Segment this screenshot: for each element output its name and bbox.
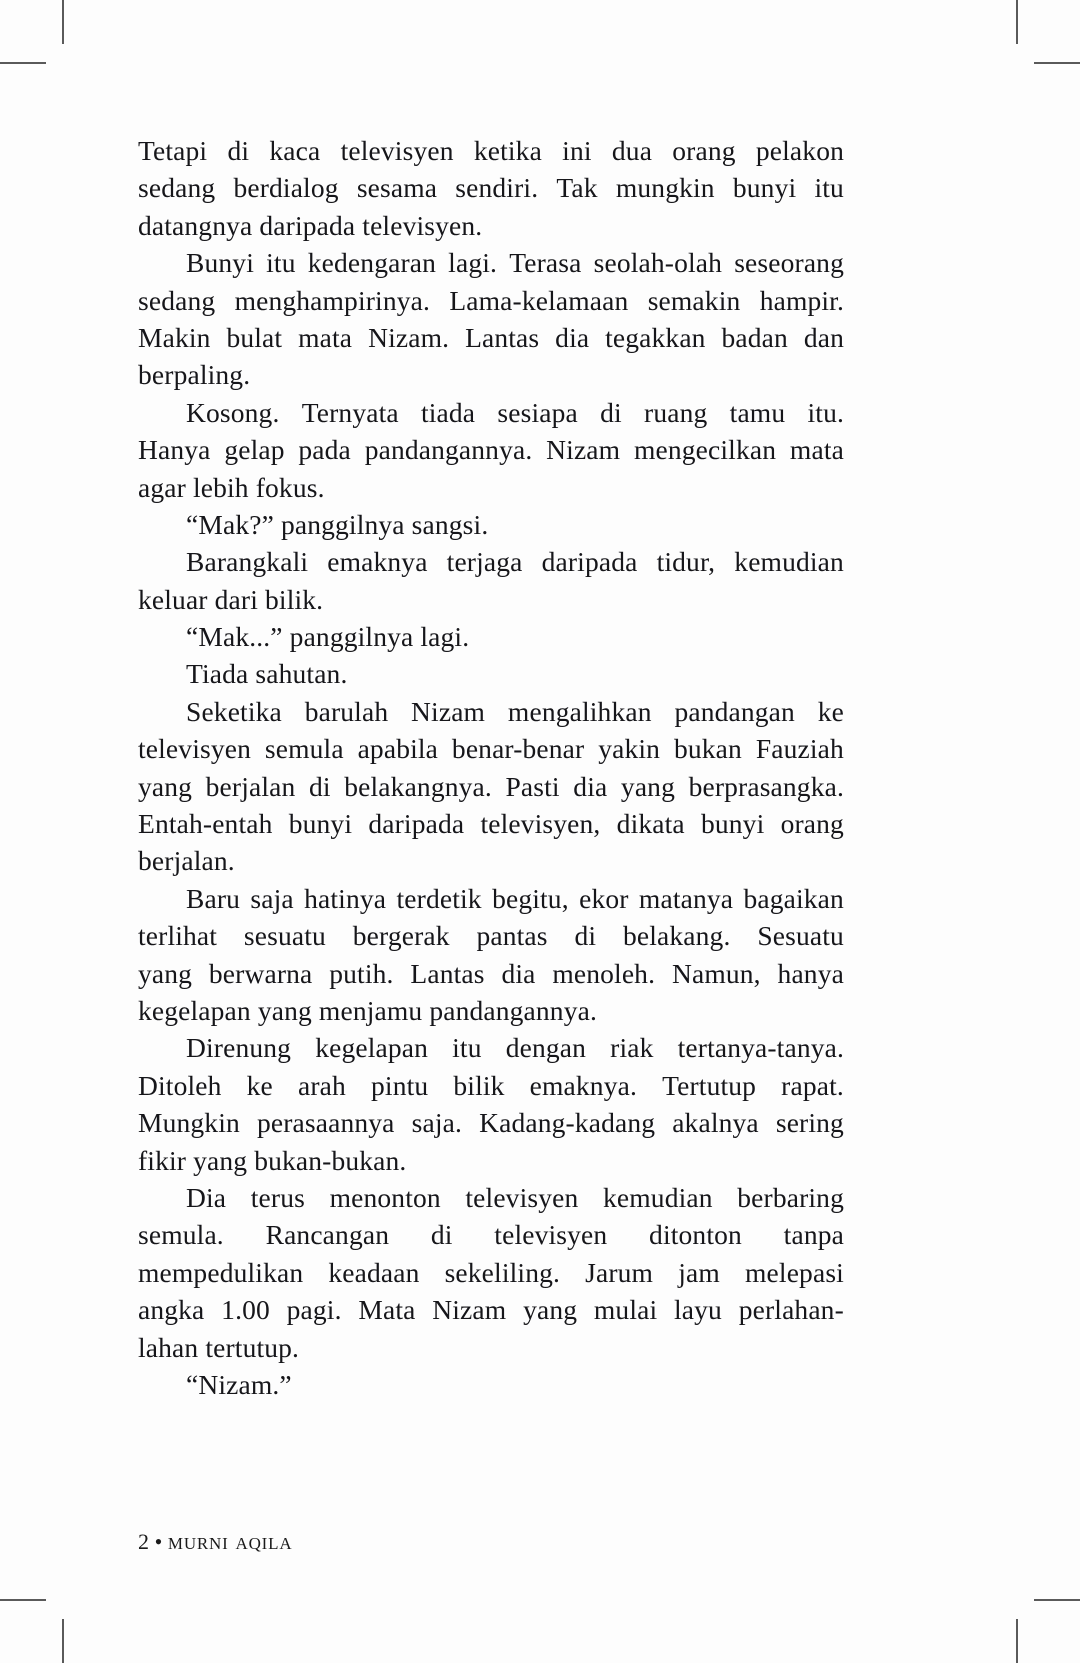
word: tegakkan <box>605 321 706 353</box>
crop-mark-bottom-right-vertical-icon <box>1016 1619 1018 1663</box>
word: pantas <box>476 920 548 952</box>
word: Barangkali <box>186 546 309 578</box>
word: belakang. <box>623 920 731 952</box>
text-line <box>138 1216 844 1253</box>
book-title: murni aqila <box>167 1528 293 1555</box>
word: ketika <box>473 135 542 166</box>
crop-mark-bottom-right-horizontal-icon <box>1034 1599 1080 1601</box>
word: sedang <box>138 284 216 316</box>
text-line: Tiada sahutan. <box>186 658 348 690</box>
word: orang <box>672 135 736 166</box>
word: televisyen <box>465 1181 579 1213</box>
word: ke <box>246 1069 273 1101</box>
word: yakin <box>598 733 661 765</box>
word: di <box>574 920 597 952</box>
word: Mungkin <box>138 1107 240 1139</box>
paragraph <box>138 506 844 543</box>
word: bilik <box>453 1069 505 1101</box>
word: bulat <box>226 321 283 353</box>
word: seseorang <box>734 247 844 279</box>
paragraph <box>138 543 844 618</box>
word: Ternyata <box>301 396 399 428</box>
text-line <box>138 693 844 730</box>
word: putih. <box>329 957 394 989</box>
word: 1.00 <box>221 1294 270 1326</box>
word: terjaga <box>446 546 523 578</box>
word: kemudian <box>603 1181 713 1213</box>
word: Baru <box>186 882 241 914</box>
word: Seketika <box>186 695 282 727</box>
word: mengalihkan <box>507 695 652 727</box>
word: keadaan <box>328 1256 420 1288</box>
word: saja. <box>411 1107 462 1139</box>
word: berdialog <box>233 172 339 204</box>
word: berjalan <box>205 770 296 802</box>
word: dengan <box>505 1032 587 1064</box>
text-line <box>138 1254 844 1291</box>
text-line: lahan tertutup. <box>138 1331 300 1363</box>
text-line <box>138 282 844 319</box>
word: Mata <box>358 1294 416 1326</box>
word: di <box>308 770 331 802</box>
word: sering <box>775 1107 844 1139</box>
word: Rancangan <box>265 1219 390 1251</box>
word: badan <box>721 321 788 353</box>
word: Direnung <box>186 1032 292 1064</box>
word: yang <box>523 1294 578 1326</box>
word: berprasangka. <box>688 770 844 802</box>
text-line <box>138 394 844 431</box>
word: pandangan <box>674 695 795 727</box>
word: terdetik <box>396 882 482 914</box>
word: menonton <box>329 1181 441 1213</box>
paragraph <box>138 1366 844 1403</box>
word: bunyi <box>700 808 765 840</box>
word: tanpa <box>783 1219 844 1251</box>
text-line <box>138 1029 844 1066</box>
text-line <box>138 880 844 917</box>
text-line <box>138 917 844 954</box>
word: tiada <box>420 396 476 428</box>
word: gelap <box>224 434 285 466</box>
word: belakangnya. <box>344 770 492 802</box>
word: kemudian <box>734 546 844 578</box>
text-line <box>138 1067 844 1104</box>
word: mempedulikan <box>138 1256 304 1288</box>
paragraph <box>138 618 844 655</box>
word: Dia <box>186 1181 227 1213</box>
word: itu <box>452 1032 482 1064</box>
word: Terasa <box>509 247 582 279</box>
word: sesuatu <box>243 920 326 952</box>
word: hampir. <box>759 284 844 316</box>
word: Nizam. <box>368 321 450 353</box>
word: Fauziah <box>755 733 844 765</box>
text-line: keluar dari bilik. <box>138 583 324 615</box>
word: bagaikan <box>743 882 844 914</box>
word: Lama-kelamaan <box>449 284 629 316</box>
text-line <box>138 1104 844 1141</box>
text-line <box>138 169 844 206</box>
word: semula <box>264 733 344 765</box>
word: ke <box>817 695 844 727</box>
word: Tak <box>556 172 598 204</box>
word: melepasi <box>745 1256 844 1288</box>
word: arah <box>298 1069 346 1101</box>
word: televisyen <box>138 733 251 765</box>
word: Nizam <box>546 434 621 466</box>
word: begitu, <box>492 882 569 914</box>
word: yang <box>620 770 675 802</box>
text-line: “Nizam.” <box>186 1368 292 1400</box>
word: emaknya. <box>529 1069 637 1101</box>
running-foot-separator: • <box>154 1529 163 1554</box>
word: itu. <box>807 396 844 428</box>
word: Pasti <box>505 770 560 802</box>
word: dia <box>555 321 590 353</box>
body-text-block <box>138 132 844 1403</box>
word: mata <box>298 321 353 353</box>
word: matanya <box>638 882 734 914</box>
text-line <box>138 805 844 842</box>
word: televisyen, <box>480 808 601 840</box>
text-line <box>138 319 844 356</box>
word: sesama <box>356 172 438 204</box>
word: hatinya <box>304 882 387 914</box>
text-line <box>138 768 844 805</box>
word: kaca <box>269 135 321 166</box>
word: orang <box>780 808 844 840</box>
crop-mark-bottom-left-horizontal-icon <box>0 1599 46 1601</box>
word: yang <box>138 957 193 989</box>
word: Jarum <box>585 1256 654 1288</box>
word: Makin <box>138 321 211 353</box>
word: sesiapa <box>497 396 578 428</box>
text-line <box>138 955 844 992</box>
word: Tetapi <box>138 135 208 166</box>
text-line <box>138 132 844 169</box>
word: terlihat <box>138 920 218 952</box>
word: benar-benar <box>451 733 585 765</box>
word: semula. <box>138 1219 224 1251</box>
word: berwarna <box>208 957 313 989</box>
word: mulai <box>593 1294 658 1326</box>
text-line: datangnya daripada televisyen. <box>138 209 483 241</box>
word: Hanya <box>138 434 211 466</box>
word: pagi. <box>286 1294 342 1326</box>
word: perlahan- <box>738 1294 844 1326</box>
word: dua <box>611 135 653 166</box>
word: Nizam <box>411 695 486 727</box>
word: ini <box>562 135 592 166</box>
word: tidur, <box>656 546 716 578</box>
crop-mark-top-left-horizontal-icon <box>0 62 46 64</box>
word: di <box>227 135 250 166</box>
text-line: berpaling. <box>138 359 251 391</box>
word: sedang <box>138 172 216 204</box>
word: semakin <box>647 284 741 316</box>
word: kedengaran <box>307 247 437 279</box>
word: bunyi <box>732 172 797 204</box>
running-foot <box>138 1528 292 1556</box>
paragraph <box>138 244 844 394</box>
word: Entah-entah <box>138 808 273 840</box>
crop-mark-top-left-vertical-icon <box>62 0 64 44</box>
word: Ditoleh <box>138 1069 222 1101</box>
word: bunyi <box>288 808 353 840</box>
word: kegelapan <box>315 1032 429 1064</box>
paragraph <box>138 655 844 692</box>
word: mungkin <box>615 172 715 204</box>
word: sendiri. <box>455 172 539 204</box>
paragraph <box>138 880 844 1030</box>
word: emaknya <box>327 546 428 578</box>
word: barulah <box>304 695 389 727</box>
word: televisyen <box>340 135 454 166</box>
word: ditonton <box>649 1219 742 1251</box>
text-line: berjalan. <box>138 845 235 877</box>
paragraph <box>138 394 844 506</box>
word: pelakon <box>755 135 844 166</box>
paragraph <box>138 1179 844 1366</box>
word: jam <box>678 1256 720 1288</box>
word: tamu <box>729 396 786 428</box>
word: Kosong. <box>186 396 280 428</box>
word: terus <box>250 1181 305 1213</box>
text-line: fikir yang bukan-bukan. <box>138 1144 407 1176</box>
crop-mark-top-right-vertical-icon <box>1016 0 1018 44</box>
paragraph <box>138 1029 844 1179</box>
text-line: kegelapan yang menjamu pandangannya. <box>138 994 597 1026</box>
paragraph <box>138 693 844 880</box>
paragraph <box>138 132 844 244</box>
word: tertanya-tanya. <box>677 1032 844 1064</box>
word: televisyen <box>494 1219 608 1251</box>
word: pandangannya. <box>364 434 533 466</box>
word: riak <box>610 1032 654 1064</box>
crop-mark-bottom-left-vertical-icon <box>62 1619 64 1663</box>
word: pada <box>298 434 351 466</box>
word: ekor <box>579 882 629 914</box>
word: itu <box>266 247 296 279</box>
word: yang <box>138 770 193 802</box>
text-line: agar lebih fokus. <box>138 471 325 503</box>
text-line: “Mak...” panggilnya lagi. <box>186 621 470 653</box>
word: di <box>430 1219 453 1251</box>
text-line <box>138 730 844 767</box>
word: dia <box>501 957 536 989</box>
word: bergerak <box>352 920 450 952</box>
word: rapat. <box>781 1069 844 1101</box>
word: bukan <box>673 733 742 765</box>
word: ruang <box>644 396 708 428</box>
word: menoleh. <box>552 957 656 989</box>
word: layu <box>674 1294 722 1326</box>
word: daripada <box>541 546 638 578</box>
crop-mark-top-right-horizontal-icon <box>1034 62 1080 64</box>
word: di <box>600 396 622 428</box>
text-line <box>138 543 844 580</box>
word: Namun, <box>671 957 761 989</box>
word: mengecilkan <box>633 434 777 466</box>
word: mata <box>789 434 844 466</box>
word: menghampirinya. <box>234 284 431 316</box>
word: sekeliling. <box>444 1256 561 1288</box>
page-number: 2 <box>138 1529 150 1554</box>
word: angka <box>138 1294 205 1326</box>
text-line <box>138 244 844 281</box>
word: lagi. <box>448 247 498 279</box>
word: Kadang-kadang <box>479 1107 656 1139</box>
word: seolah-olah <box>593 247 723 279</box>
word: hanya <box>777 957 844 989</box>
word: dikata <box>616 808 685 840</box>
word: Sesuatu <box>757 920 844 952</box>
word: akalnya <box>672 1107 759 1139</box>
text-line: “Mak?” panggilnya sangsi. <box>186 508 489 540</box>
word: itu <box>814 172 844 204</box>
word: saja <box>250 882 294 914</box>
word: berbaring <box>737 1181 844 1213</box>
text-line <box>138 1291 844 1328</box>
text-line <box>138 431 844 468</box>
word: Tertutup <box>662 1069 757 1101</box>
word: apabila <box>357 733 439 765</box>
word: Bunyi <box>186 247 254 279</box>
word: pintu <box>371 1069 429 1101</box>
word: dan <box>803 321 844 353</box>
word: Lantas <box>410 957 485 989</box>
word: daripada <box>368 808 465 840</box>
word: Lantas <box>465 321 540 353</box>
word: Nizam <box>432 1294 507 1326</box>
word: dia <box>573 770 608 802</box>
text-line <box>138 1179 844 1216</box>
word: perasaannya <box>256 1107 395 1139</box>
